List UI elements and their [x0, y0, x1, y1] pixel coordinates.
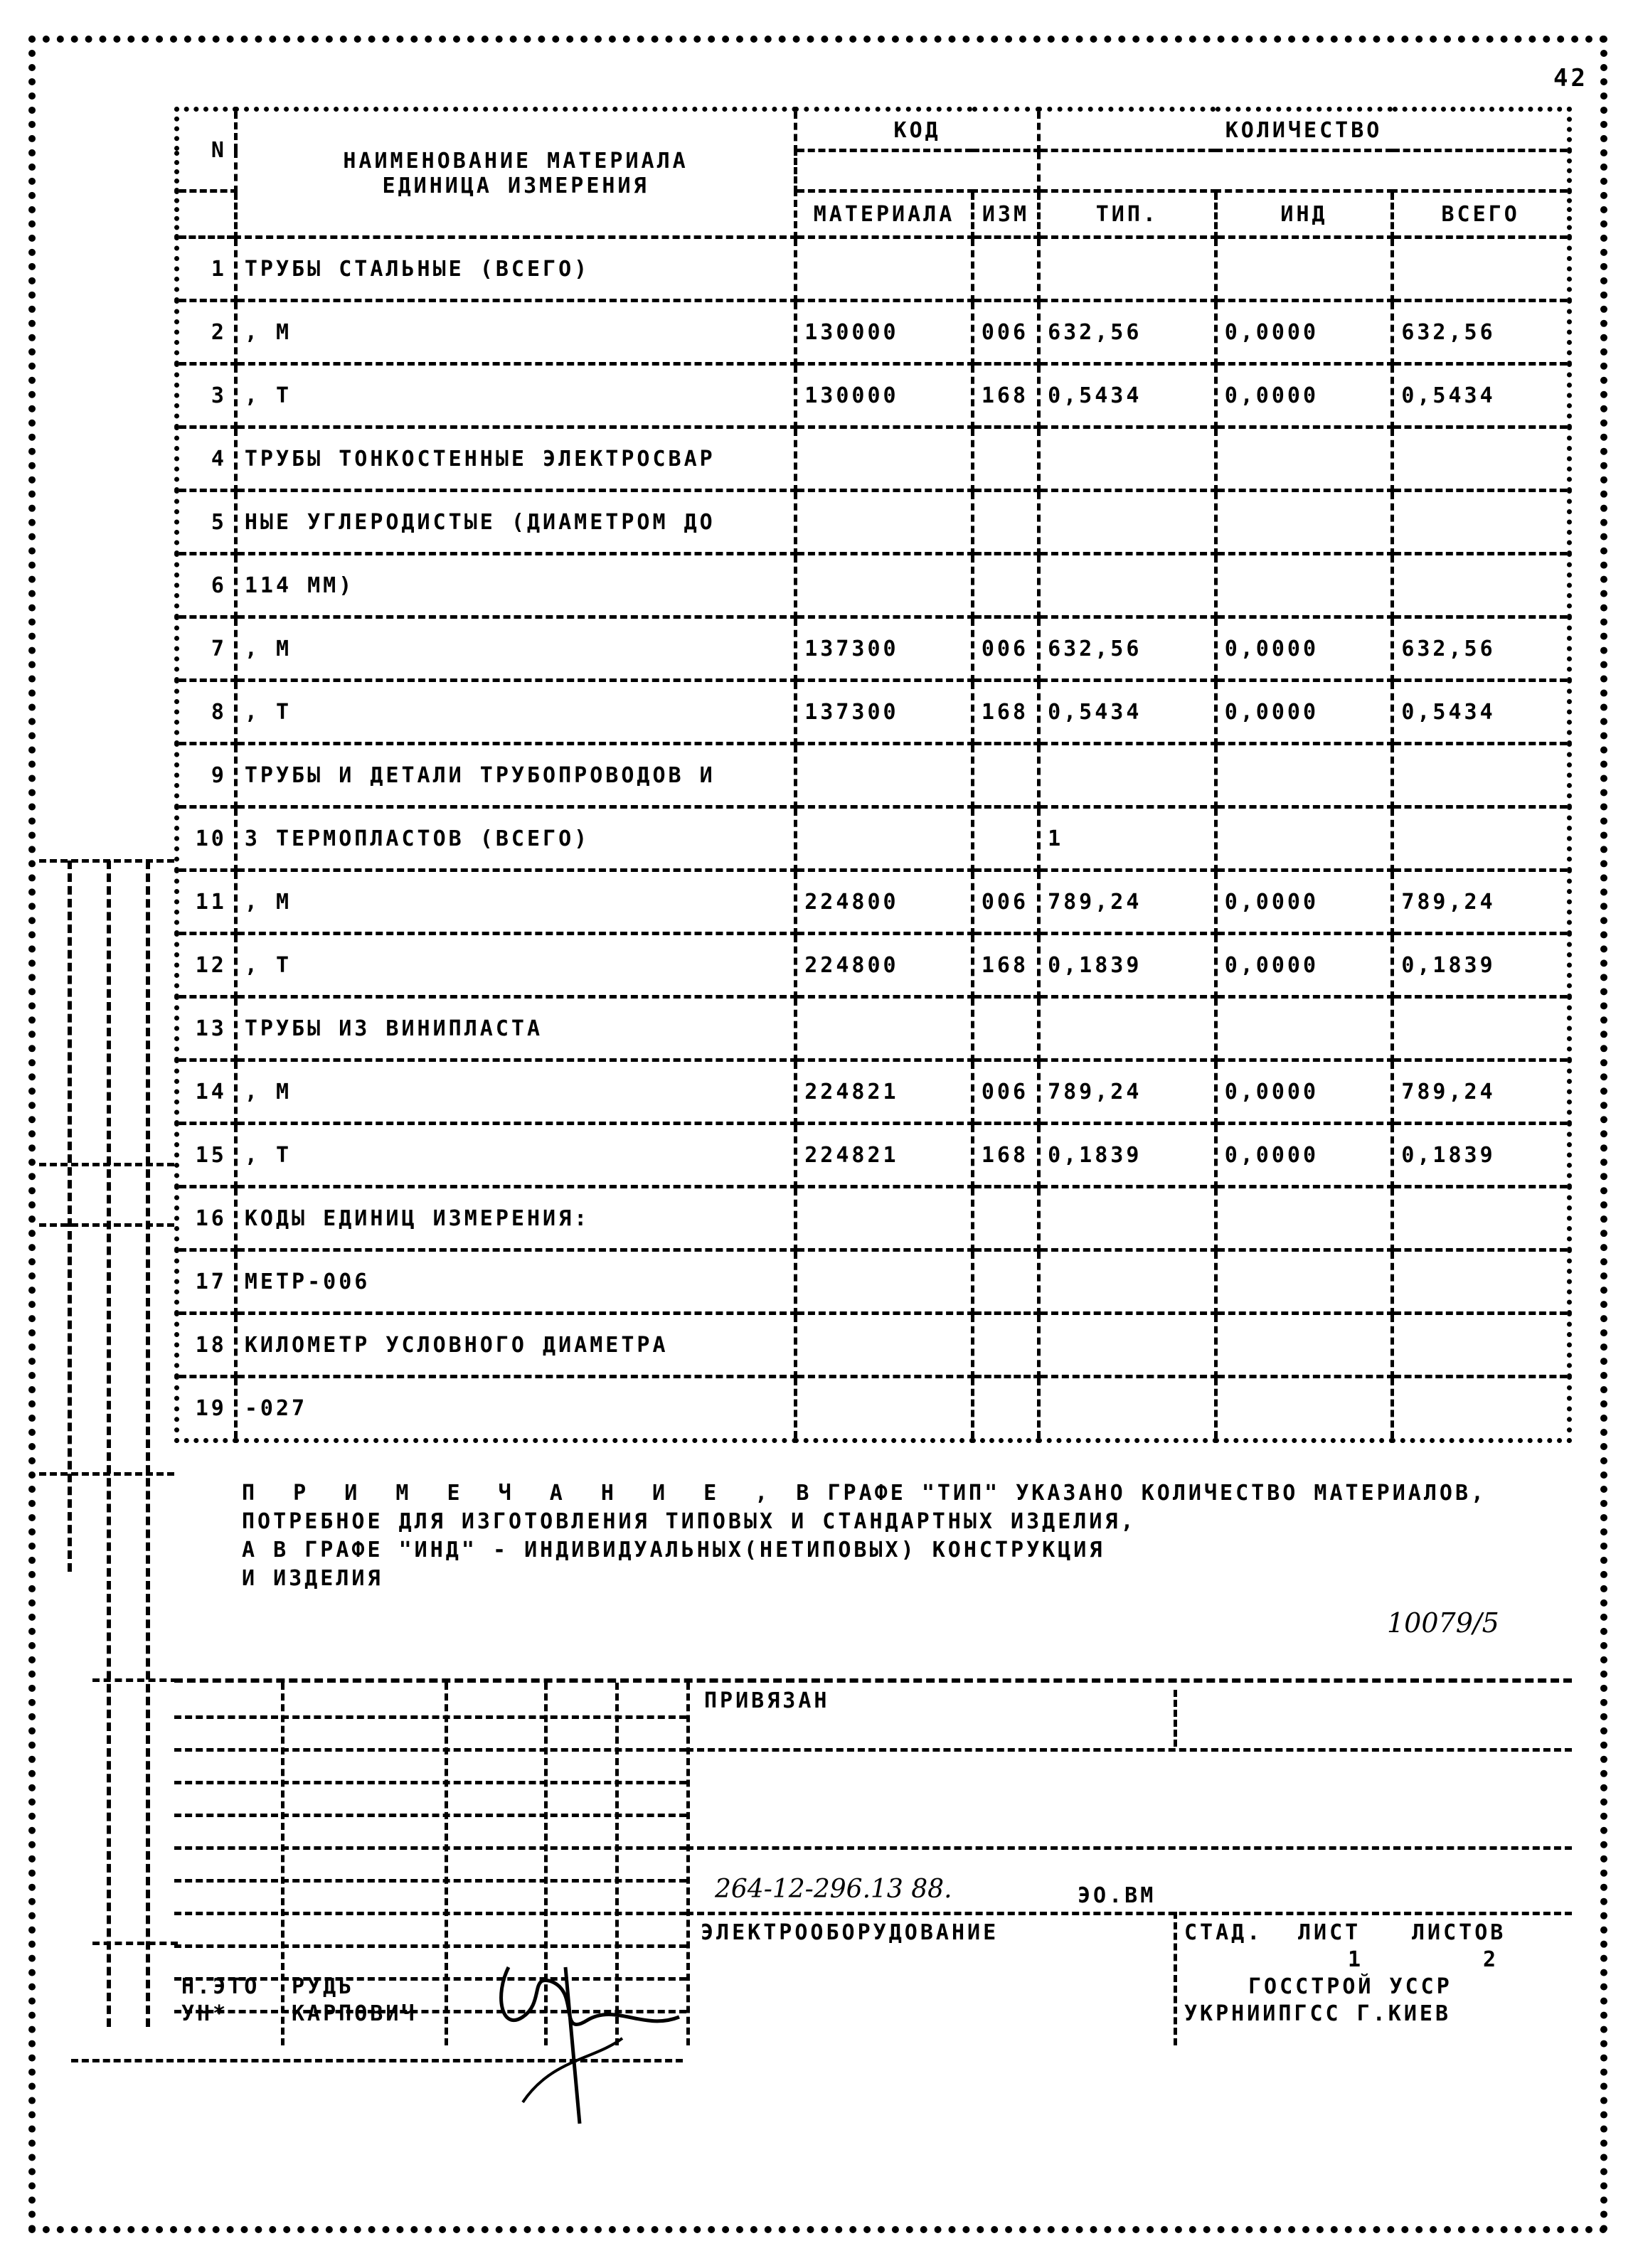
- row-name: КОДЫ ЕДИНИЦ ИЗМЕРЕНИЯ:: [235, 1187, 795, 1250]
- table-row: [177, 364, 1570, 427]
- gutter-tick-6: [92, 1942, 178, 1945]
- row-unit: 168: [972, 1124, 1038, 1187]
- table-row: [177, 997, 1570, 1060]
- row-qty-total: [1393, 554, 1570, 617]
- row-number: 2: [177, 301, 236, 364]
- row-qty-type: [1039, 1187, 1216, 1250]
- header-code-material: МАТЕРИАЛА: [796, 191, 973, 238]
- row-unit: [972, 491, 1038, 554]
- gutter-line-3: [146, 861, 150, 2027]
- row-unit: [972, 1187, 1038, 1250]
- row-qty-ind: [1216, 238, 1393, 301]
- table-row: [177, 871, 1570, 934]
- row-number: 9: [177, 744, 236, 807]
- row-code: 224821: [796, 1124, 973, 1187]
- table-row: [177, 238, 1570, 301]
- table-row: [177, 1187, 1570, 1250]
- header-name-line2: ЕДИНИЦА ИЗМЕРЕНИЯ: [382, 174, 649, 198]
- row-name: ТРУБЫ ИЗ ВИНИПЛАСТА: [235, 997, 795, 1060]
- row-code: [796, 997, 973, 1060]
- row-qty-ind: 0,0000: [1216, 617, 1393, 681]
- table-row: [177, 301, 1570, 364]
- row-number: 6: [177, 554, 236, 617]
- attached-label: ПРИВЯЗАН: [704, 1688, 830, 1713]
- table-row: [177, 1314, 1570, 1377]
- row-qty-total: [1393, 1314, 1570, 1377]
- row-unit: 006: [972, 1060, 1038, 1124]
- role-2: УН*: [181, 2001, 229, 2026]
- note-text-4: И ИЗДЕЛИЯ: [242, 1566, 383, 1591]
- table-row: [177, 1377, 1570, 1441]
- handwritten-number: 10079/5: [1387, 1607, 1499, 1639]
- table-row: [177, 1124, 1570, 1187]
- row-qty-ind: 0,0000: [1216, 1060, 1393, 1124]
- sheets-value: 2: [1483, 1947, 1499, 1972]
- row-number: 7: [177, 617, 236, 681]
- doc-suffix: ЭО.ВМ: [1078, 1883, 1156, 1908]
- gutter-line-1: [68, 861, 72, 1572]
- gutter-tick-5: [92, 1678, 178, 1682]
- row-code: [796, 744, 973, 807]
- row-qty-total: [1393, 807, 1570, 871]
- row-unit: 168: [972, 681, 1038, 744]
- note-line1: [242, 1479, 1551, 1508]
- row-number: 15: [177, 1124, 236, 1187]
- materials-table: [174, 107, 1572, 1443]
- org-line1: ГОССТРОЙ УССР: [1248, 1974, 1452, 1999]
- table-row: [177, 934, 1570, 997]
- row-qty-total: [1393, 1250, 1570, 1314]
- row-qty-ind: [1216, 744, 1393, 807]
- row-unit: 006: [972, 871, 1038, 934]
- row-qty-type: 1: [1039, 807, 1216, 871]
- row-number: 8: [177, 681, 236, 744]
- header-name-line1: НАИМЕНОВАНИЕ МАТЕРИАЛА: [343, 149, 688, 174]
- row-code: 224821: [796, 1060, 973, 1124]
- row-qty-ind: 0,0000: [1216, 1124, 1393, 1187]
- row-qty-type: [1039, 1377, 1216, 1441]
- table-row: [177, 491, 1570, 554]
- row-unit: 168: [972, 934, 1038, 997]
- header-code-spacer: [796, 151, 1039, 191]
- row-code: [796, 491, 973, 554]
- row-unit: [972, 427, 1038, 491]
- row-number: 13: [177, 997, 236, 1060]
- row-code: 224800: [796, 934, 973, 997]
- row-name: , М: [235, 871, 795, 934]
- row-qty-type: [1039, 427, 1216, 491]
- row-qty-ind: 0,0000: [1216, 934, 1393, 997]
- row-qty-total: [1393, 491, 1570, 554]
- row-unit: 006: [972, 301, 1038, 364]
- row-qty-ind: [1216, 1250, 1393, 1314]
- header-name: [235, 110, 795, 238]
- row-qty-ind: 0,0000: [1216, 871, 1393, 934]
- row-name: КИЛОМЕТР УСЛОВНОГО ДИАМЕТРА: [235, 1314, 795, 1377]
- row-number: 14: [177, 1060, 236, 1124]
- row-code: 137300: [796, 617, 973, 681]
- row-qty-ind: [1216, 491, 1393, 554]
- header-q-type: ТИП.: [1039, 191, 1216, 238]
- row-qty-ind: 0,0000: [1216, 681, 1393, 744]
- row-qty-total: 0,1839: [1393, 1124, 1570, 1187]
- gutter-tick-2: [39, 1163, 174, 1166]
- row-qty-type: [1039, 1314, 1216, 1377]
- header-n-spacer: [177, 191, 236, 238]
- row-unit: [972, 554, 1038, 617]
- row-name: , Т: [235, 364, 795, 427]
- row-code: [796, 807, 973, 871]
- row-qty-type: [1039, 744, 1216, 807]
- row-code: [796, 427, 973, 491]
- row-name: З ТЕРМОПЛАСТОВ (ВСЕГО): [235, 807, 795, 871]
- sheet-label: ЛИСТ: [1298, 1920, 1361, 1945]
- row-unit: 006: [972, 617, 1038, 681]
- row-unit: [972, 997, 1038, 1060]
- row-qty-ind: [1216, 1314, 1393, 1377]
- row-code: [796, 1187, 973, 1250]
- row-name: ТРУБЫ ТОНКОСТЕННЫЕ ЭЛЕКТРОСВАР: [235, 427, 795, 491]
- doc-title: ЭЛЕКТРООБОРУДОВАНИЕ: [701, 1920, 999, 1945]
- row-qty-type: 0,5434: [1039, 364, 1216, 427]
- row-qty-ind: 0,0000: [1216, 364, 1393, 427]
- row-qty-type: 632,56: [1039, 301, 1216, 364]
- row-number: 18: [177, 1314, 236, 1377]
- doc-code: 264-12-296.13 88.: [715, 1875, 952, 1904]
- row-unit: [972, 1250, 1038, 1314]
- row-qty-total: [1393, 744, 1570, 807]
- row-qty-ind: [1216, 1377, 1393, 1441]
- row-number: 19: [177, 1377, 236, 1441]
- row-qty-total: 0,1839: [1393, 934, 1570, 997]
- row-code: 130000: [796, 364, 973, 427]
- row-qty-type: [1039, 491, 1216, 554]
- row-code: [796, 238, 973, 301]
- header-quantity: КОЛИЧЕСТВО: [1039, 110, 1570, 151]
- row-qty-total: 0,5434: [1393, 681, 1570, 744]
- row-code: 137300: [796, 681, 973, 744]
- row-code: 224800: [796, 871, 973, 934]
- row-qty-type: [1039, 554, 1216, 617]
- title-block: [174, 1678, 1572, 2045]
- gutter-line-2: [107, 861, 111, 2027]
- row-qty-type: 0,5434: [1039, 681, 1216, 744]
- row-name: 114 ММ): [235, 554, 795, 617]
- row-number: 3: [177, 364, 236, 427]
- table-row: [177, 744, 1570, 807]
- role-1: Н.ЭТО: [181, 1974, 260, 1999]
- row-qty-type: [1039, 997, 1216, 1060]
- org-line2: УКРНИИПГСС Г.КИЕВ: [1184, 2001, 1452, 2026]
- table-row: [177, 427, 1570, 491]
- row-number: 10: [177, 807, 236, 871]
- row-number: 12: [177, 934, 236, 997]
- row-qty-type: 789,24: [1039, 1060, 1216, 1124]
- table-header-row-1: [177, 110, 1570, 151]
- row-name: ТРУБЫ СТАЛЬНЫЕ (ВСЕГО): [235, 238, 795, 301]
- row-qty-type: 0,1839: [1039, 934, 1216, 997]
- signature-mark: [480, 1953, 693, 2138]
- row-qty-ind: [1216, 807, 1393, 871]
- table-row: [177, 554, 1570, 617]
- row-name: МЕТР-006: [235, 1250, 795, 1314]
- header-quantity-spacer: [1039, 151, 1570, 191]
- row-qty-ind: [1216, 997, 1393, 1060]
- row-qty-type: 0,1839: [1039, 1124, 1216, 1187]
- row-unit: [972, 744, 1038, 807]
- row-name: ТРУБЫ И ДЕТАЛИ ТРУБОПРОВОДОВ И: [235, 744, 795, 807]
- row-number: 1: [177, 238, 236, 301]
- row-unit: [972, 238, 1038, 301]
- page-number: 42: [1553, 64, 1588, 92]
- row-qty-total: [1393, 997, 1570, 1060]
- row-qty-type: 789,24: [1039, 871, 1216, 934]
- sheet-value: 1: [1348, 1947, 1364, 1972]
- row-name: НЫЕ УГЛЕРОДИСТЫЕ (ДИАМЕТРОМ ДО: [235, 491, 795, 554]
- header-code-unit: ИЗМ: [972, 191, 1038, 238]
- row-number: 11: [177, 871, 236, 934]
- row-qty-total: [1393, 427, 1570, 491]
- row-qty-total: 789,24: [1393, 871, 1570, 934]
- row-qty-ind: [1216, 1187, 1393, 1250]
- row-qty-total: 0,5434: [1393, 364, 1570, 427]
- row-name: , М: [235, 301, 795, 364]
- note-heading: П Р И М Е Ч А Н И Е ,: [242, 1481, 781, 1506]
- row-name: -027: [235, 1377, 795, 1441]
- row-number: 17: [177, 1250, 236, 1314]
- row-qty-total: [1393, 1377, 1570, 1441]
- row-name: , М: [235, 617, 795, 681]
- header-code: КОД: [796, 110, 1039, 151]
- header-n: N: [177, 110, 236, 191]
- row-qty-ind: [1216, 427, 1393, 491]
- table-row: [177, 1060, 1570, 1124]
- row-qty-type: [1039, 238, 1216, 301]
- stage-label: СТАД.: [1184, 1920, 1263, 1945]
- row-code: [796, 1314, 973, 1377]
- row-qty-total: [1393, 238, 1570, 301]
- row-qty-ind: 0,0000: [1216, 301, 1393, 364]
- row-number: 5: [177, 491, 236, 554]
- table-row: [177, 1250, 1570, 1314]
- gutter-tick-4: [39, 1472, 174, 1476]
- row-qty-total: 632,56: [1393, 301, 1570, 364]
- table-row: [177, 681, 1570, 744]
- gutter-tick-1: [39, 859, 174, 863]
- gutter-tick-3: [39, 1223, 174, 1227]
- row-code: [796, 1250, 973, 1314]
- row-number: 4: [177, 427, 236, 491]
- note-text-1: В ГРАФЕ "ТИП" УКАЗАНО КОЛИЧЕСТВО МАТЕРИАЛОВ,: [796, 1481, 1487, 1506]
- row-qty-type: 632,56: [1039, 617, 1216, 681]
- row-unit: [972, 807, 1038, 871]
- row-name: , Т: [235, 1124, 795, 1187]
- row-name: , Т: [235, 681, 795, 744]
- note-text-3: А В ГРАФЕ "ИНД" - ИНДИВИДУАЛЬНЫХ(НЕТИПОВЫХ) КОНСТРУКЦИЯ: [242, 1538, 1105, 1562]
- note-text-2: ПОТРЕБНОЕ ДЛЯ ИЗГОТОВЛЕНИЯ ТИПОВЫХ И СТАНДАРТНЫХ ИЗДЕЛИЯ,: [242, 1509, 1137, 1534]
- table-row: [177, 807, 1570, 871]
- row-qty-total: 632,56: [1393, 617, 1570, 681]
- name-1: РУДЬ: [292, 1974, 355, 1999]
- row-number: 16: [177, 1187, 236, 1250]
- row-code: [796, 1377, 973, 1441]
- row-qty-total: [1393, 1187, 1570, 1250]
- row-unit: [972, 1377, 1038, 1441]
- row-unit: [972, 1314, 1038, 1377]
- row-name: , Т: [235, 934, 795, 997]
- row-qty-type: [1039, 1250, 1216, 1314]
- name-2: КАРПОВИЧ: [292, 2001, 418, 2026]
- header-q-ind: ИНД: [1216, 191, 1393, 238]
- sheets-label: ЛИСТОВ: [1412, 1920, 1506, 1945]
- header-q-total: ВСЕГО: [1393, 191, 1570, 238]
- table-row: [177, 617, 1570, 681]
- row-code: [796, 554, 973, 617]
- row-qty-ind: [1216, 554, 1393, 617]
- row-unit: 168: [972, 364, 1038, 427]
- note-block: [242, 1479, 1551, 1593]
- row-code: 130000: [796, 301, 973, 364]
- row-qty-total: 789,24: [1393, 1060, 1570, 1124]
- row-name: , М: [235, 1060, 795, 1124]
